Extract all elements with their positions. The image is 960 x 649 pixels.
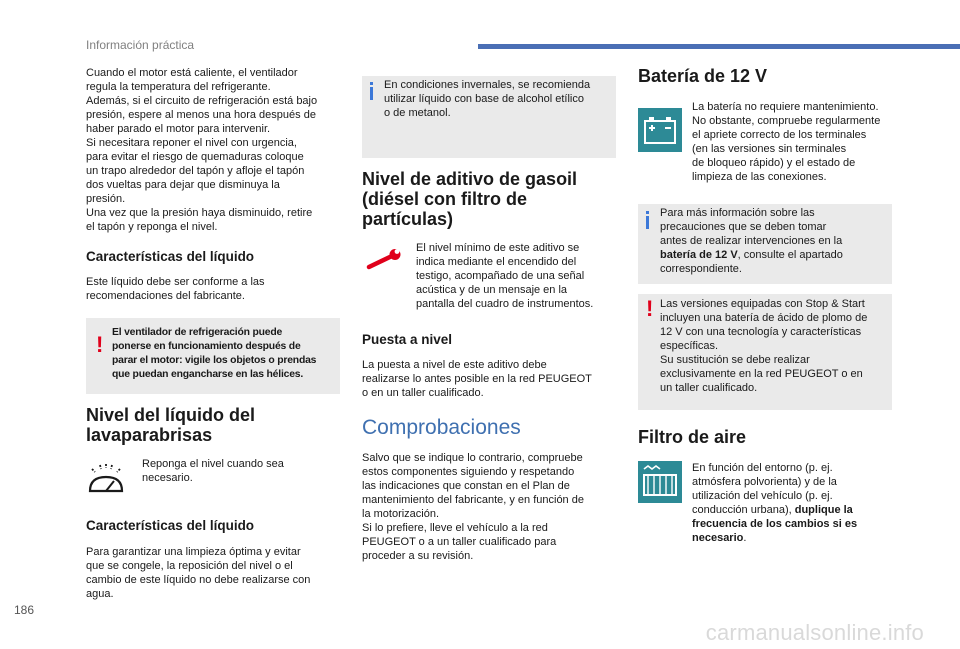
diesel-additive-text: El nivel mínimo de este aditivo se indica mediante el encendido del testigo, acompañado de una señal acústica y de un mensaje en la pantalla del cuadro de instrumentos. [416,242,594,310]
info-icon [646,216,649,229]
washer-fluid-row [86,457,340,505]
column-left [86,66,340,601]
washer-characteristics-text: Para garantizar una limpieza óptima y evitar que se congele, la reposición del nivel o el cambio de este líquido no debe realizarse con agua. [86,546,311,600]
washer-characteristics-heading: Características del líquido [86,518,255,533]
warning-exclamation-icon: ! [646,296,654,321]
column-middle [362,66,616,563]
stop-start-warning-text: Las versiones equipadas con Stop & Start incluyen una batería de ácido de plomo de 12 V con una tecnología y características específicas. Su sustitución se debe realizar exclusivamente en la red PEUGEOT o en un taller cualificado. [660,298,868,394]
refill-text: La puesta a nivel de este aditivo debe realizarse lo antes posible en la red PEUGEOT o en un taller cualificado. [362,359,592,399]
warning-exclamation-icon: ! [96,332,104,357]
checks-text: Salvo que se indique lo contrario, compruebe estos componentes siguiendo y respetando las indicaciones que constan en el Plan de mantenimiento del fabricante, y en función de la motorización. Si lo prefiere, lleve el vehículo a la red PEUGEOT o a un taller cualificado para proceder a su revisión. [362,452,584,562]
info-i-dot [646,211,649,214]
cooling-intro-text: Cuando el motor está caliente, el ventilador regula la temperatura del refrigerante. Además, si el circuito de refrigeración está bajo presión, espere al menos una hora después de haber parado el motor para intervenir. Si necesitara reponer el nivel con urgencia, para evitar el riesgo de quemaduras coloque un trapo alrededor del tapón y afloje el tapón dos vueltas para dejar que disminuya la presión. Una vez que la presión haya disminuido, retire el tapón y reponga el nivel. [86,67,318,233]
stop-start-warning-box [638,294,892,410]
battery-info-text: Para más información sobre las precauciones que se deben tomar antes de realizar intervenciones en la batería de 12 V, consulte el apartado correspondiente. [660,207,843,275]
page-number: 186 [14,603,35,617]
battery-text: La batería no requiere mantenimiento. No obstante, compruebe regularmente el apriete correcto de los terminales (en las versiones sin terminales de bloqueo rápido) y el estado de limpieza de las conexiones. [692,101,881,183]
air-filter-heading: Filtro de aire [638,427,747,447]
battery-info-box [638,204,892,284]
winter-info-text: En condiciones invernales, se recomienda utilizar líquido con base de alcohol etílico o de metanol. [384,79,591,119]
washer-fluid-heading: Nivel del líquido del lavaparabrisas [86,405,256,445]
diesel-additive-row [362,241,616,315]
battery-heading: Batería de 12 V [638,66,768,86]
coolant-characteristics-text: Este líquido debe ser conforme a las recomendaciones del fabricante. [86,276,265,302]
wrench-icon [366,247,404,273]
battery-icon [638,108,682,152]
air-filter-text: En función del entorno (p. ej. atmósfera polvorienta) y de la utilización del vehículo (p. ej. conducción urbana), duplique la frecuencia de los cambios si es necesario. [692,462,858,544]
winter-info-box [362,76,616,158]
coolant-characteristics-heading: Características del líquido [86,249,255,264]
checks-heading: Comprobaciones [362,416,521,439]
washer-fluid-text: Reponga el nivel cuando sea necesario. [142,458,284,484]
watermark-text: carmanualsonline.info [705,620,924,645]
battery-row [638,100,892,186]
info-icon [370,87,373,100]
page-header-title: Información práctica [86,38,195,52]
fan-warning-text: El ventilador de refrigeración puede ponerse en funcionamiento después de parar el motor: vigile los objetos o prendas que puedan engancharse en las hélices. [112,327,317,380]
fan-warning-box [86,318,340,394]
diesel-additive-heading: Nivel de aditivo de gasoil (diésel con filtro de partículas) [362,169,578,229]
header-accent-bar [478,44,960,49]
info-i-dot [370,82,373,85]
air-filter-icon [638,461,682,503]
air-filter-row [638,461,892,547]
windshield-washer-icon [86,461,126,501]
refill-heading: Puesta a nivel [362,332,453,347]
column-right [638,66,892,547]
